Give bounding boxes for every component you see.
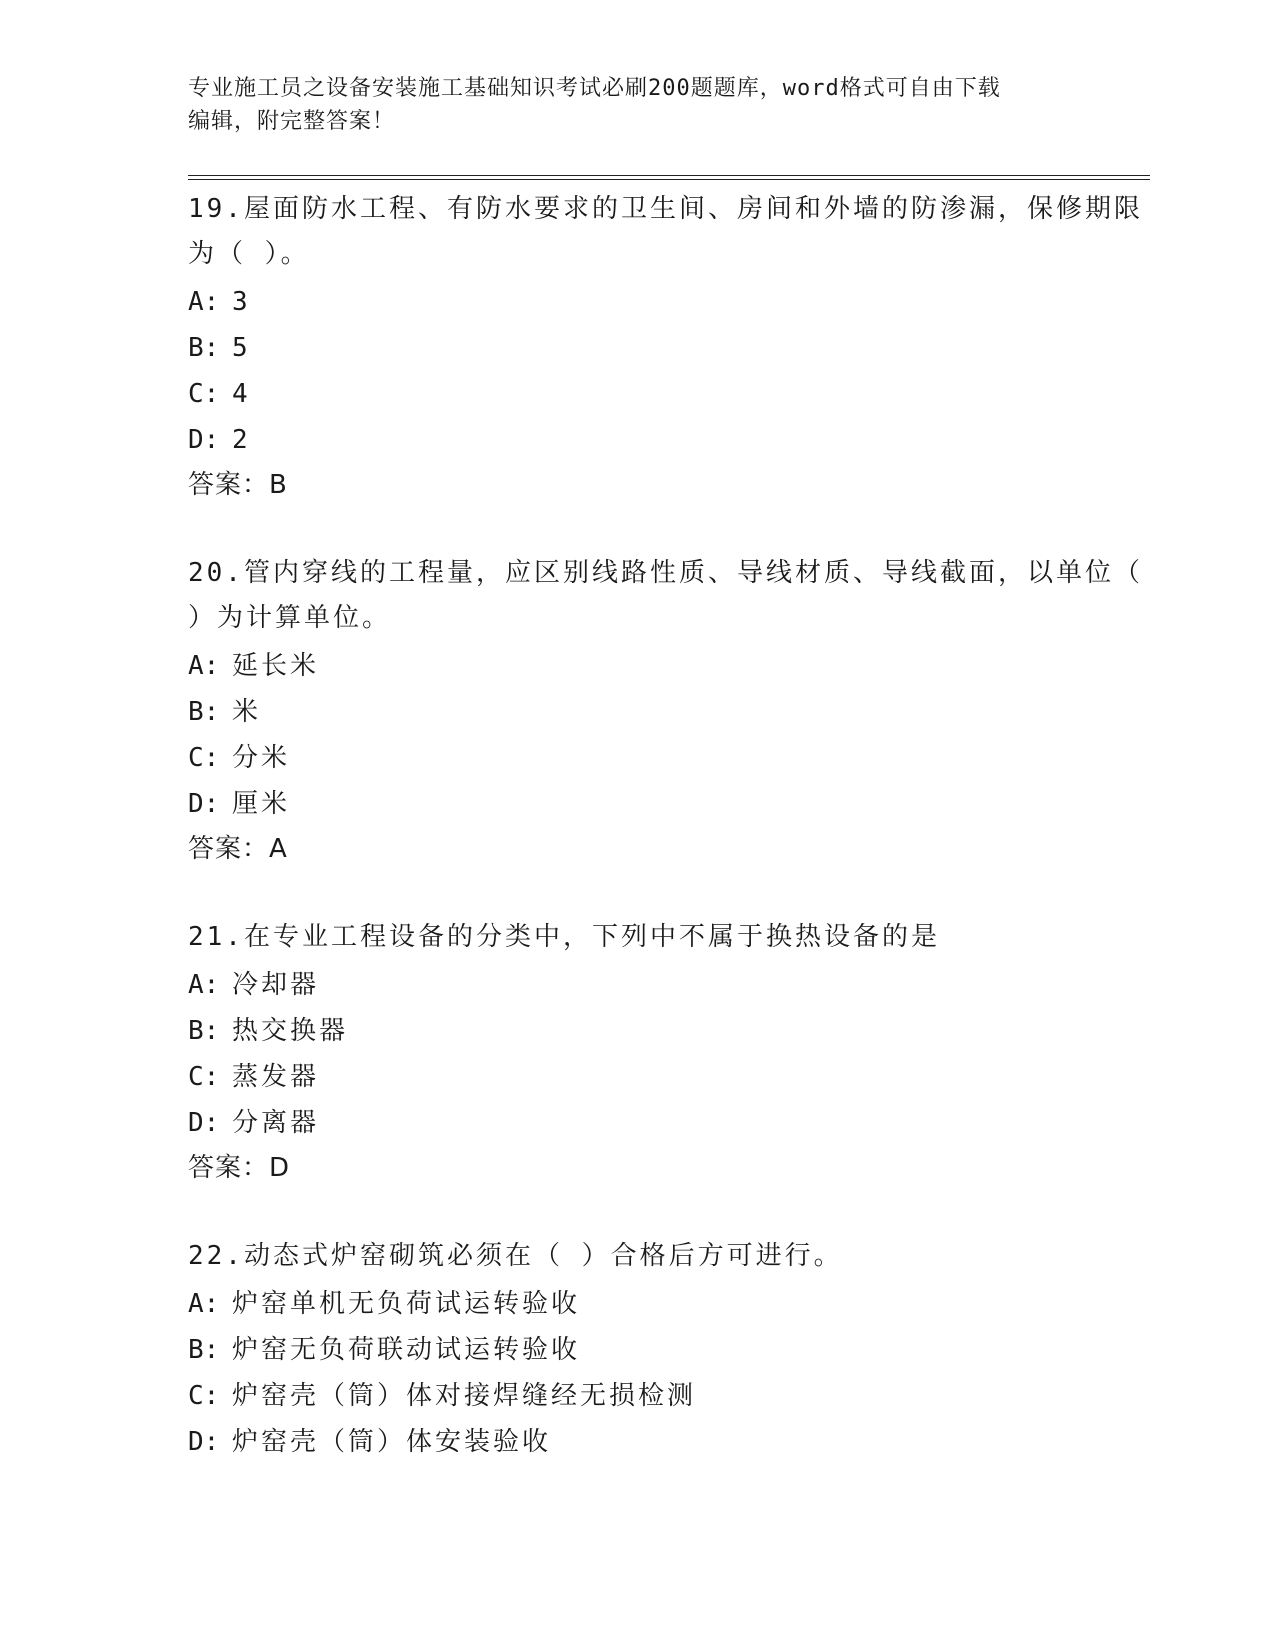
option-text: 炉窑壳（筒）体安装验收 [232, 1427, 552, 1457]
question-text: 19.屋面防水工程、有防水要求的卫生间、房间和外墙的防渗漏，保修期限为（ ）。 [188, 194, 1143, 269]
header-line-2: 编辑，附完整答案！ [188, 109, 396, 134]
answer-line: 答案：B [188, 470, 288, 500]
option-c [188, 371, 1150, 417]
option-c [188, 1054, 1150, 1100]
option-text: 2 [232, 425, 251, 455]
option-text: 炉窑无负荷联动试运转验收 [232, 1335, 581, 1365]
option-letter: B: [188, 697, 220, 727]
question-text: 20.管内穿线的工程量，应区别线路性质、导线材质、导线截面，以单位（ ）为计算单位。 [188, 558, 1143, 633]
option-letter: C: [188, 379, 220, 409]
option-letter: C: [188, 743, 220, 773]
option-c [188, 1373, 1150, 1419]
option-text: 3 [232, 287, 251, 317]
document-header [188, 72, 1150, 138]
question-20 [188, 551, 1150, 871]
question-22 [188, 1234, 1150, 1465]
option-text: 蒸发器 [232, 1062, 320, 1092]
option-b [188, 689, 1150, 735]
option-text: 4 [232, 379, 251, 409]
option-text: 炉窑单机无负荷试运转验收 [232, 1289, 581, 1319]
question-text: 21.在专业工程设备的分类中，下列中不属于换热设备的是 [188, 922, 940, 952]
option-text: 米 [232, 697, 262, 727]
option-letter: C: [188, 1381, 220, 1411]
question-text: 22.动态式炉窑砌筑必须在（ ）合格后方可进行。 [188, 1241, 843, 1271]
option-text: 冷却器 [232, 970, 320, 1000]
question-19 [188, 187, 1150, 507]
option-d [188, 781, 1150, 827]
option-a [188, 279, 1150, 325]
option-d [188, 417, 1150, 463]
option-letter: D: [188, 1108, 220, 1138]
option-a [188, 1281, 1150, 1327]
option-letter: A: [188, 651, 220, 681]
option-text: 厘米 [232, 789, 291, 819]
option-b [188, 1327, 1150, 1373]
option-c [188, 735, 1150, 781]
option-letter: D: [188, 1427, 220, 1457]
option-text: 炉窑壳（筒）体对接焊缝经无损检测 [232, 1381, 697, 1411]
option-letter: A: [188, 970, 220, 1000]
header-line-1: 专业施工员之设备安装施工基础知识考试必刷200题题库，word格式可自由下载 [188, 76, 1001, 101]
answer-line: 答案：D [188, 1153, 291, 1183]
option-a [188, 962, 1150, 1008]
option-a [188, 643, 1150, 689]
option-letter: B: [188, 1335, 220, 1365]
option-b [188, 1008, 1150, 1054]
option-letter: B: [188, 1016, 220, 1046]
option-letter: B: [188, 333, 220, 363]
answer-line: 答案：A [188, 834, 288, 864]
option-d [188, 1419, 1150, 1465]
option-d [188, 1100, 1150, 1146]
option-letter: C: [188, 1062, 220, 1092]
document-page [188, 72, 1150, 1509]
option-letter: D: [188, 425, 220, 455]
option-text: 分离器 [232, 1108, 320, 1138]
option-text: 分米 [232, 743, 291, 773]
option-text: 延长米 [232, 651, 320, 681]
option-b [188, 325, 1150, 371]
question-list [188, 187, 1150, 1465]
header-divider [188, 175, 1150, 180]
option-letter: A: [188, 287, 220, 317]
option-letter: D: [188, 789, 220, 819]
option-text: 热交换器 [232, 1016, 349, 1046]
option-text: 5 [232, 333, 251, 363]
option-letter: A: [188, 1289, 220, 1319]
question-21 [188, 915, 1150, 1190]
